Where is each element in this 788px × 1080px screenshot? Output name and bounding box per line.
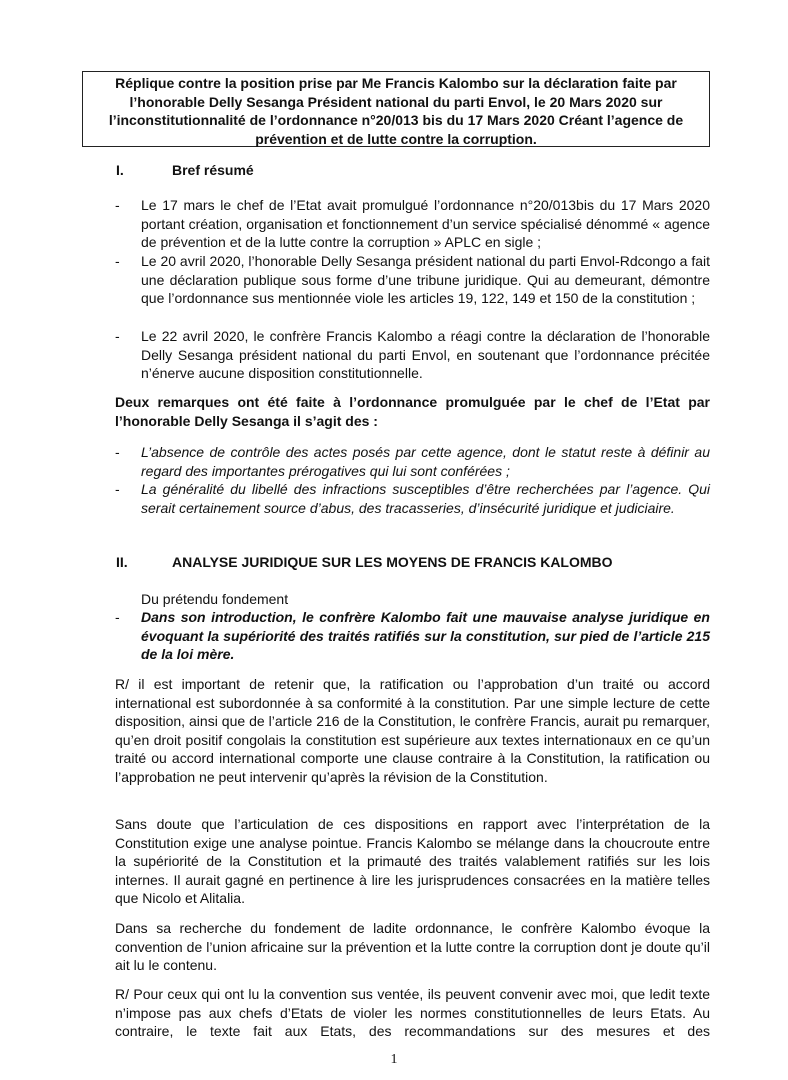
summary-bullet-2: Le 20 avril 2020, l’honorable Delly Sesanga président national du parti Envol-Rdcongo a fait une déclaration publique sous forme d’une tribune juridique. Qui au demeurant, démontre que l’ordonnance sus mentionnée viole les articles 19, 122, 149 et 150 de la constitution ;: [141, 253, 710, 306]
section-2-subheading: Du prétendu fondement: [141, 591, 289, 607]
remark-1: L’absence de contrôle des actes posés par cette agence, dont le statut reste à définir au regard des importantes prérogatives qui lui sont conférées ;: [141, 444, 710, 479]
summary-bullet-1: Le 17 mars le chef de l’Etat avait promulgué l’ordonnance n°20/013bis du 17 Mars 2020 portant création, organisation et fonctionnement d’un service spécialisé dénommé « agence de prévention et de la lutte contre la corruption » APLC en sigle ;: [141, 197, 710, 250]
bullet-dash: -: [115, 444, 120, 460]
page-number: 1: [390, 1052, 398, 1067]
section-2-title: ANALYSE JURIDIQUE SUR LES MOYENS DE FRANCIS KALOMBO: [172, 554, 613, 570]
summary-bullet-3: Le 22 avril 2020, le confrère Francis Kalombo a réagi contre la déclaration de l’honorable Delly Sesanga président national du parti Envol, en soutenant que l’ordonnance précitée n’énerve aucune disposition constitutionnelle.: [141, 328, 710, 381]
title-box: [82, 71, 710, 147]
bullet-dash: -: [115, 609, 120, 625]
paragraph-2: Sans doute que l’articulation de ces dispositions en rapport avec l’interprétation de la Constitution exige une analyse pointue. Francis Kalombo se mélange dans la choucroute entre la supériorité de la Constitution et la primauté des traités valablement ratifiés sur les lois internes. Il aurait gagné en pertinence à lire les jurisprudences consacrées en la matière telles que Nicolo et Alitalia.: [115, 816, 710, 906]
bullet-dash: -: [115, 253, 120, 269]
paragraph-4: R/ Pour ceux qui ont lu la convention sus ventée, ils peuvent convenir avec moi, que ledit texte n’impose pas aux chefs d’Etats de violer les normes constitutionnelles de leurs Etats. Au contraire, le texte fait aux Etats, des recommandations sur des mesures et des: [115, 986, 710, 1039]
bullet-dash: -: [115, 481, 120, 497]
remark-2: La généralité du libellé des infractions susceptibles d’être recherchées par l’agence. Qui serait certainement source d’abus, des tracasseries, d’insécurité juridique et judiciaire.: [141, 481, 710, 516]
document-title: Réplique contre la position prise par Me Francis Kalombo sur la déclaration faite par l’honorable Delly Sesanga Président national du parti Envol, le 20 Mars 2020 sur l’inconstitutionnalité de l’ordonnance n°20/013 bis du 17 Mars 2020 Créant l’agence de prévention et de lutte contre la corruption.: [108, 75, 684, 147]
remarks-heading: Deux remarques ont été faite à l’ordonnance promulguée par le chef de l’Etat par l’honorable Delly Sesanga il s’agit des :: [115, 394, 710, 429]
section-2-number: II.: [116, 554, 128, 570]
section-1-title: Bref résumé: [172, 162, 254, 178]
paragraph-1: R/ il est important de retenir que, la ratification ou l’approbation d’un traité ou accord international est subordonnée à sa conformité à la constitution. Par une simple lecture de cette disposition, ainsi que de l’article 216 de la Constitution, le confrère Francis, aurait pu remarquer, qu’en droit positif congolais la constitution est supérieure aux textes internationaux en ce qu’un traité ou accord international comporte une clause contraire à la Constitution, la ratification ou l’approbation ne peut intervenir qu’après la révision de la Constitution.: [115, 676, 710, 785]
bullet-dash: -: [115, 328, 120, 344]
introduction-bullet: Dans son introduction, le confrère Kalombo fait une mauvaise analyse juridique en évoquant la supériorité des traités ratifiés sur la constitution, sur pied de l’article 215 de la loi mère.: [141, 609, 710, 662]
paragraph-3: Dans sa recherche du fondement de ladite ordonnance, le confrère Kalombo évoque la convention de l’union africaine sur la prévention et la lutte contre la corruption dont je doute qu’il ait lu le contenu.: [115, 920, 710, 973]
section-1-number: I.: [116, 162, 124, 178]
bullet-dash: -: [115, 197, 120, 213]
